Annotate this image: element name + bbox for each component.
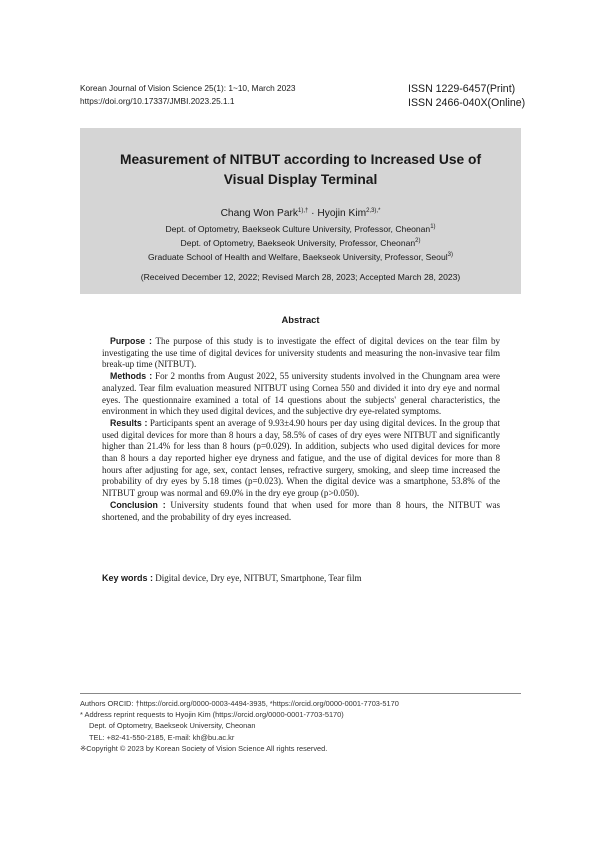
- footnote-divider: [80, 693, 521, 694]
- conclusion-label: Conclusion :: [110, 499, 166, 510]
- reprint-line: * Address reprint requests to Hyojin Kim (https://orcid.org/0000-0001-7703-5170): [80, 710, 344, 720]
- journal-citation: Korean Journal of Vision Science 25(1): 1~10, March 2023: [80, 83, 296, 93]
- keywords-text: Digital device, Dry eye, NITBUT, Smartphone, Tear film: [153, 573, 362, 583]
- abstract-conclusion: [102, 500, 500, 523]
- author-1-sup: 1),†: [297, 208, 309, 214]
- methods-label: Methods :: [110, 371, 153, 382]
- title-line-2: Visual Display Terminal: [223, 172, 378, 187]
- doi-link[interactable]: https://doi.org/10.17337/JMBI.2023.25.1.1: [80, 96, 235, 106]
- copyright-line: ※Copyright © 2023 by Korean Society of Vision Science All rights reserved.: [80, 743, 328, 753]
- affiliation-3: [80, 252, 521, 262]
- affiliation-2: [80, 238, 521, 248]
- conclusion-text: University students found that when used for more than 8 hours, the NITBUT was shortened, and the probability of dry eyes increased.: [102, 499, 500, 522]
- results-label: Results :: [110, 417, 148, 428]
- title-box: [80, 128, 521, 294]
- orcid-line[interactable]: Authors ORCID: †https://orcid.org/0000-0003-4494-3935, *https://orcid.org/0000-0001-7703-5170: [80, 699, 399, 708]
- affiliation-3-text: Graduate School of Health and Welfare, Baekseok University, Professor, Seoul: [147, 252, 448, 262]
- issn-online: ISSN 2466-040X(Online): [408, 97, 526, 109]
- abstract-methods: [102, 371, 500, 418]
- title-line-1: Measurement of NITBUT according to Increased Use of: [119, 152, 482, 167]
- author-2: Hyojin Kim: [317, 208, 367, 219]
- author-1: Chang Won Park: [220, 208, 298, 219]
- affiliation-1-sup: 1): [430, 224, 436, 230]
- paper-title: [80, 150, 521, 190]
- purpose-label: Purpose :: [110, 336, 152, 346]
- footnotes: [80, 698, 521, 754]
- affiliation-1-text: Dept. of Optometry, Baekseok Culture University, Professor, Cheonan: [165, 224, 431, 234]
- author-2-sup: 2,3),*: [366, 208, 381, 214]
- issn-print: ISSN 1229-6457(Print): [408, 83, 516, 95]
- purpose-text: The purpose of this study is to investigate the effect of digital devices on the tear film by investigating the use time of digital devices for university students and measuring the non-invasive tear film break-up time (NITBUT).: [102, 336, 501, 370]
- author-line: [80, 208, 521, 219]
- abstract-body: [102, 336, 500, 523]
- journal-info: [80, 82, 295, 108]
- received-dates: (Received December 12, 2022; Revised March 28, 2023; Accepted March 28, 2023): [140, 272, 461, 282]
- keywords-label: Key words :: [102, 573, 154, 583]
- methods-text: For 2 months from August 2022, 55 university students involved in the Chungnam area were analyzed. Tear film evaluation measured NITBUT using Cornea 550 and divided it into dry eye and normal eyes. The questionnaire examined a total of 14 questions about the subjects' general characteristics, the environment in which they used digital devices, and the subjective dry eye-related symptoms.: [102, 371, 500, 417]
- issn-block: [408, 82, 525, 110]
- abstract-heading: Abstract: [281, 314, 320, 325]
- affiliation-2-text: Dept. of Optometry, Baekseok University, Professor, Cheonan: [180, 238, 416, 248]
- keywords-line: [102, 573, 522, 583]
- abstract-purpose: [102, 336, 500, 371]
- affiliation-2-sup: 2): [415, 238, 421, 244]
- abstract-results: [102, 418, 500, 500]
- dept-line: Dept. of Optometry, Baekseok University, Cheonan: [89, 721, 256, 731]
- results-text: Participants spent an average of 9.93±4.90 hours per day using digital devices. In the group that used digital devices for more than 8 hours a day, 58.5% of cases of dry eyes were NITBUT and significantly higher than 21.4% for less than 8 hours (p=0.029). In addition, subjects who used digital devices for more than 8 hours a day reported higher eye dryness and fatigue, and the use of digital devices for more than 8 hours after adjusting for age, sex, contact lenses, refractive surgery, smoking, and sleep time increased the probability of dry eyes by 5.18 times (p=0.023). When the digital device was a smartphone, 53.8% of the NITBUT group was normal and 69.0% in the dry eye group (p>0.050).: [102, 417, 500, 499]
- author-separator: ·: [308, 208, 318, 219]
- contact-line: TEL: +82-41-550-2185, E-mail: kh@bu.ac.kr: [89, 732, 235, 742]
- affiliation-3-sup: 3): [447, 252, 453, 258]
- affiliation-1: [80, 224, 521, 234]
